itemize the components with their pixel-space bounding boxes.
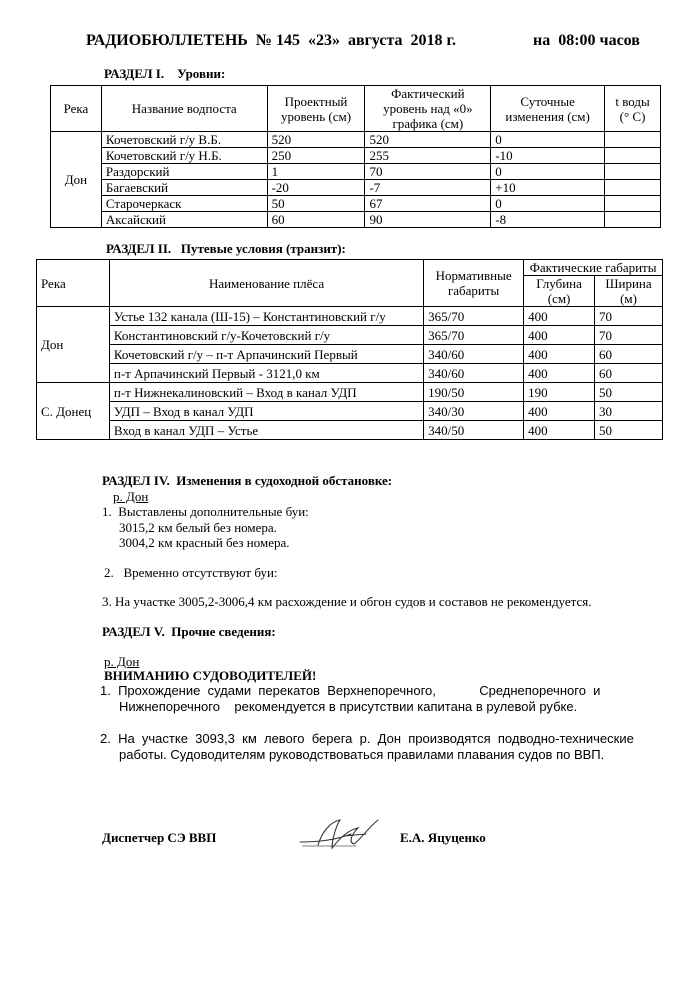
- daily-change: 0: [491, 196, 605, 212]
- notice-2-line2: работы. Судоводителям руководствоваться правилами плавания судов по ВВП.: [119, 747, 605, 762]
- actual-depth: 400: [524, 364, 595, 383]
- section5-title: РАЗДЕЛ V. Прочие сведения:: [102, 624, 276, 639]
- post-name: Кочетовский г/у В.Б.: [101, 132, 267, 148]
- col-river: Река: [37, 260, 110, 307]
- section5-river: р. Дон: [104, 654, 140, 669]
- actual-level: 520: [365, 132, 491, 148]
- actual-level: 90: [365, 212, 491, 228]
- table-row: [37, 421, 663, 440]
- col-project-level: Проектный уровень (см): [267, 86, 365, 132]
- col-actual-dims: Фактические габариты: [524, 260, 663, 276]
- actual-width: 60: [595, 345, 663, 364]
- project-level: 60: [267, 212, 365, 228]
- col-water-temp: t воды (° С): [605, 86, 661, 132]
- col-depth: Глубина (см): [524, 276, 595, 307]
- notice-1-line2: Нижнепоречного рекомендуется в присутствии капитана в рулевой рубке.: [119, 699, 578, 714]
- daily-change: -8: [491, 212, 605, 228]
- actual-depth: 190: [524, 383, 595, 402]
- table-row: [37, 383, 663, 402]
- dispatcher-position: Диспетчер СЭ ВВП: [102, 830, 217, 845]
- post-name: Раздорский: [101, 164, 267, 180]
- daily-change: +10: [491, 180, 605, 196]
- section4-river: р. Дон: [113, 489, 149, 504]
- reach-name: Вход в канал УДП – Устье: [109, 421, 423, 440]
- daily-change: -10: [491, 148, 605, 164]
- table-row: [37, 307, 663, 326]
- table-row: [51, 148, 661, 164]
- normative-dims: 190/50: [424, 383, 524, 402]
- actual-width: 70: [595, 307, 663, 326]
- project-level: 250: [267, 148, 365, 164]
- section4-item1-line1: 3015,2 км белый без номера.: [119, 520, 277, 535]
- table-row: [37, 364, 663, 383]
- daily-change: 0: [491, 164, 605, 180]
- water-temp: [605, 196, 661, 212]
- normative-dims: 365/70: [424, 307, 524, 326]
- col-actual-level: Фактический уровень над «0» графика (см): [365, 86, 491, 132]
- actual-width: 70: [595, 326, 663, 345]
- post-name: Аксайский: [101, 212, 267, 228]
- col-daily-change: Суточные изменения (см): [491, 86, 605, 132]
- water-temp: [605, 164, 661, 180]
- normative-dims: 340/60: [424, 345, 524, 364]
- normative-dims: 340/30: [424, 402, 524, 421]
- levels-table: [50, 85, 661, 228]
- actual-depth: 400: [524, 402, 595, 421]
- table-row: [51, 196, 661, 212]
- actual-level: -7: [365, 180, 491, 196]
- actual-width: 50: [595, 383, 663, 402]
- actual-depth: 400: [524, 326, 595, 345]
- section1-title: РАЗДЕЛ I. Уровни:: [104, 66, 226, 81]
- section4-item1: 1. Выставлены дополнительные буи:: [102, 504, 309, 519]
- col-reach-name: Наименование плёса: [109, 260, 423, 307]
- actual-depth: 400: [524, 307, 595, 326]
- project-level: 520: [267, 132, 365, 148]
- normative-dims: 365/70: [424, 326, 524, 345]
- reach-name: Константиновский г/у-Кочетовский г/у: [109, 326, 423, 345]
- actual-level: 70: [365, 164, 491, 180]
- post-name: Кочетовский г/у Н.Б.: [101, 148, 267, 164]
- section4-item3: 3. На участке 3005,2-3006,4 км расхождение и обгон судов и составов не рекомендуется.: [102, 594, 592, 609]
- reach-name: Кочетовский г/у – п-т Арпачинский Первый: [109, 345, 423, 364]
- actual-width: 60: [595, 364, 663, 383]
- reach-name: Устье 132 канала (Ш-15) – Константиновский г/у: [109, 307, 423, 326]
- post-name: Багаевский: [101, 180, 267, 196]
- river-cell: Дон: [37, 307, 110, 383]
- river-cell: С. Донец: [37, 383, 110, 440]
- reach-name: п-т Арпачинский Первый - 3121,0 км: [109, 364, 423, 383]
- transit-table: [36, 259, 663, 440]
- water-temp: [605, 132, 661, 148]
- attention-heading: ВНИМАНИЮ СУДОВОДИТЕЛЕЙ!: [104, 668, 317, 683]
- water-temp: [605, 148, 661, 164]
- bulletin-time: на 08:00 часов: [533, 32, 640, 49]
- dispatcher-name: Е.А. Яцуценко: [400, 830, 486, 845]
- table-row: [51, 212, 661, 228]
- project-level: 1: [267, 164, 365, 180]
- project-level: -20: [267, 180, 365, 196]
- col-post-name: Название водпоста: [101, 86, 267, 132]
- daily-change: 0: [491, 132, 605, 148]
- col-width: Ширина (м): [595, 276, 663, 307]
- transit-header-row: [37, 260, 663, 276]
- col-river: Река: [51, 86, 102, 132]
- section4-title: РАЗДЕЛ IV. Изменения в судоходной обстановке:: [102, 473, 393, 488]
- notice-2-line1: 2. На участке 3093,3 км левого берега р. Дон производятся подводно-технические: [100, 731, 634, 746]
- table-row: [37, 326, 663, 345]
- actual-width: 50: [595, 421, 663, 440]
- actual-depth: 400: [524, 345, 595, 364]
- table-row: [37, 345, 663, 364]
- normative-dims: 340/60: [424, 364, 524, 383]
- levels-header-row: [51, 86, 661, 132]
- actual-level: 67: [365, 196, 491, 212]
- notice-1-line1: 1. Прохождение судами перекатов Верхнепоречного, Среднепоречного и: [100, 683, 601, 698]
- actual-level: 255: [365, 148, 491, 164]
- signature: [296, 812, 386, 854]
- table-row: [51, 164, 661, 180]
- section4-item2: 2. Временно отсутствуют буи:: [104, 565, 278, 580]
- reach-name: п-т Нижнекалиновский – Вход в канал УДП: [109, 383, 423, 402]
- reach-name: УДП – Вход в канал УДП: [109, 402, 423, 421]
- normative-dims: 340/50: [424, 421, 524, 440]
- water-temp: [605, 180, 661, 196]
- section2-title: РАЗДЕЛ II. Путевые условия (транзит):: [106, 241, 346, 256]
- table-row: [37, 402, 663, 421]
- table-row: [51, 132, 661, 148]
- river-cell: Дон: [51, 132, 102, 228]
- post-name: Старочеркаск: [101, 196, 267, 212]
- water-temp: [605, 212, 661, 228]
- actual-depth: 400: [524, 421, 595, 440]
- project-level: 50: [267, 196, 365, 212]
- section4-item1-line2: 3004,2 км красный без номера.: [119, 535, 290, 550]
- table-row: [51, 180, 661, 196]
- col-normative: Нормативные габариты: [424, 260, 524, 307]
- actual-width: 30: [595, 402, 663, 421]
- bulletin-title: РАДИОБЮЛЛЕТЕНЬ № 145 «23» августа 2018 г.: [86, 32, 456, 49]
